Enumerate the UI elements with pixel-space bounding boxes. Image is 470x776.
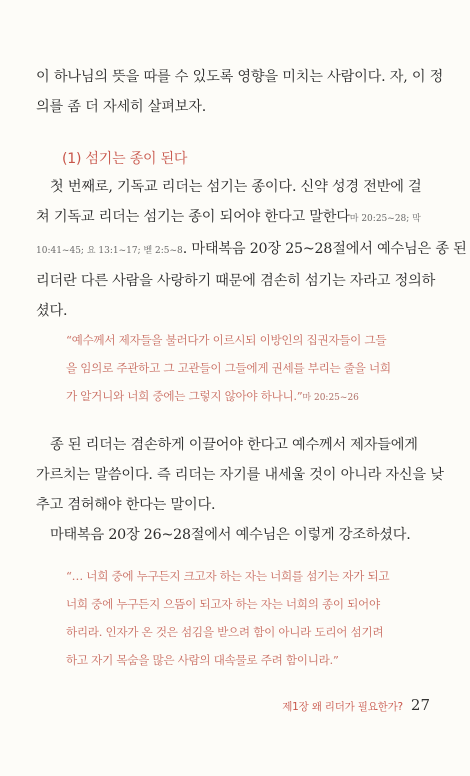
- para1-line-2-text: 쳐 기독교 리더는 섬기는 종이 되어야 한다고 말한다: [36, 209, 350, 225]
- para2-line-2: 가르치는 말씀이다. 즉 리더는 자기를 내세울 것이 아니라 자신을 낮: [36, 467, 444, 483]
- para2-line-3: 추고 겸허해야 한다는 말이다.: [36, 497, 216, 513]
- para1-line-5: 셨다.: [36, 303, 68, 319]
- para1-line-3: [36, 234, 467, 266]
- second-paragraph: [36, 430, 444, 550]
- quote1-line-1: “예수께서 제자들을 불러다가 이르시되 이방인의 집권자들이 그들: [66, 333, 387, 347]
- quote1-line-3: [66, 382, 446, 412]
- quote1-line-3-text: 가 알거니와 너희 중에는 그렇지 않아야 하나니.”: [66, 389, 303, 403]
- quote2-line-4: 하고 자기 목숨을 많은 사람의 대속물로 주려 함이니라.”: [66, 653, 339, 667]
- chapter-title: 제1장 왜 리더가 필요한가?: [282, 701, 403, 713]
- intro-line-2: 의를 좀 더 자세히 살펴보자.: [36, 99, 207, 115]
- quote2-line-3: 하리라. 인자가 온 것은 섬김을 받으려 함이 아니라 도리어 섬기려: [66, 625, 384, 639]
- first-paragraph: [36, 172, 467, 326]
- quote2-line-1: “… 너희 중에 누구든지 크고자 하는 자는 너희를 섬기는 자가 되고: [66, 569, 390, 583]
- quote1-line-2: 을 임의로 주관하고 그 고관들이 그들에게 권세를 부리는 줄을 너희: [66, 361, 391, 375]
- para1-line-3-text: . 마태복음 20장 25~28절에서 예수님은 종 된: [182, 241, 467, 257]
- quote1-reference: 마 20:25~26: [302, 393, 359, 403]
- para1-line-1: 첫 번째로, 기독교 리더는 섬기는 종이다. 신약 성경 전반에 걸: [50, 179, 422, 195]
- page-footer: [282, 696, 430, 714]
- para3-line-1: 마태복음 20장 26~28절에서 예수님은 이렇게 강조하셨다.: [50, 527, 411, 543]
- para1-line-2: [36, 202, 436, 234]
- scripture-reference: 10:41~45; 요 13:1~17; 벧 2:5~8: [36, 246, 183, 256]
- quote2-line-2: 너희 중에 누구든지 으뜸이 되고자 하는 자는 너희의 종이 되어야: [66, 597, 380, 611]
- intro-line-1: 이 하나님의 뜻을 따를 수 있도록 영향을 미치는 사람이다. 자, 이 정: [36, 69, 444, 85]
- intro-paragraph: [36, 62, 444, 122]
- para1-line-4: 리더란 다른 사람을 사랑하기 때문에 겸손히 섬기는 자라고 정의하: [36, 273, 436, 289]
- page-number: 27: [410, 696, 430, 714]
- section-heading: (1) 섬기는 종이 된다: [62, 151, 188, 167]
- scripture-reference: 마 20:25~28; 막: [349, 214, 421, 224]
- quote-block-1: [66, 326, 446, 412]
- quote-block-2: [66, 562, 446, 674]
- para2-line-1: 종 된 리더는 겸손하게 이끌어야 한다고 예수께서 제자들에게: [50, 437, 418, 453]
